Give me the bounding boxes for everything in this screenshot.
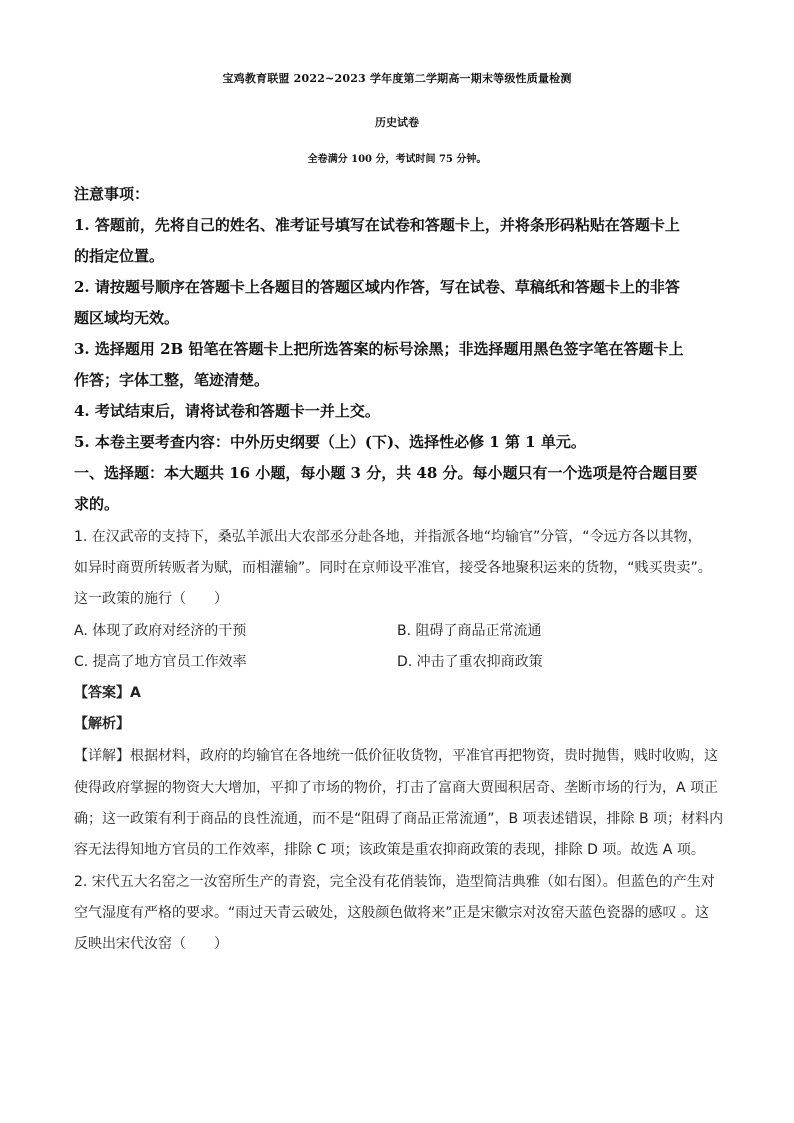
notice-line: 5. 本卷主要考查内容：中外历史纲要（上）(下)、选择性必修 1 第 1 单元。 (74, 433, 586, 451)
q1-option-b: B. 阻碍了商品正常流通 (397, 623, 542, 639)
q1-detail: 【详解】根据材料，政府的均输官在各地统一低价征收货物，平准官再把物资，贵时抛售，贱时收购，这 (74, 748, 718, 764)
q2-stem: 2. 宋代五大名窑之一汝窑所生产的青瓷，完全没有花俏装饰，造型简洁典雅（如右图）。但蓝色的产生对 (74, 874, 715, 890)
q1-option-c: C. 提高了地方官员工作效率 (74, 654, 247, 670)
q1-stem: 如异时商贾所转贩者为赋，而相灌输”。同时在京师设平准官，接受各地聚积运来的货物，“贱买贵卖”。 (74, 560, 712, 576)
notice-line: 题区域均无效。 (74, 309, 180, 327)
section-heading: 求的。 (74, 495, 120, 513)
subject-title: 历史试卷 (375, 116, 419, 129)
section-heading: 一、选择题：本大题共 16 小题，每小题 3 分，共 48 分。每小题只有一个选项是符合题目要 (74, 464, 698, 482)
notice-line: 3. 选择题用 2B 铅笔在答题卡上把所选答案的标号涂黑；非选择题用黑色签字笔在答题卡上 (74, 340, 684, 358)
q2-stem: 空气湿度有严格的要求。“雨过天青云破处，这般颜色做将来”正是宋徽宗对汝窑天蓝色瓷器的感叹 。这 (74, 905, 709, 921)
notice-line: 作答；字体工整，笔迹清楚。 (74, 371, 270, 389)
notice-line: 4. 考试结束后，请将试卷和答题卡一并上交。 (74, 402, 380, 420)
notice-line: 的指定位置。 (74, 247, 165, 265)
q1-stem: 1. 在汉武帝的支持下，桑弘羊派出大农部丞分赴各地，并指派各地“均输官”分管，“令远方各以其物， (74, 529, 702, 545)
q1-detail: 确；这一政策有利于商品的良性流通，而不是“阻碍了商品正常流通”，B 项表述错误，排除 B 项；材料内 (74, 811, 724, 827)
q1-detail: 使得政府掌握的物资大大增加，平抑了市场的物价，打击了富商大贾囤积居奇、垄断市场的行为，A 项正 (74, 780, 719, 796)
q1-stem: 这一政策的施行（ ） (74, 591, 228, 607)
notice-line: 1. 答题前，先将自己的姓名、准考证号填写在试卷和答题卡上，并将条形码粘贴在答题卡上 (74, 216, 680, 234)
exam-title: 宝鸡教育联盟 2022~2023 学年度第二学期高一期末等级性质量检测 (222, 72, 572, 85)
notice-heading: 注意事项： (74, 185, 150, 203)
q1-option-a: A. 体现了政府对经济的干预 (74, 623, 247, 639)
q1-analysis-label: 【解析】 (74, 716, 130, 732)
q1-answer: 【答案】A (74, 685, 141, 701)
q2-stem: 反映出宋代汝窑（ ） (74, 936, 228, 952)
q1-option-d: D. 冲击了重农抑商政策 (397, 654, 543, 670)
notice-line: 2. 请按题号顺序在答题卡上各题目的答题区域内作答，写在试卷、草稿纸和答题卡上的非答 (74, 278, 680, 296)
score-info: 全卷满分 100 分，考试时间 75 分钟。 (307, 154, 487, 165)
q1-detail: 容无法得知地方官员的工作效率，排除 C 项；该政策是重农抑商政策的表现，排除 D 项。故选 A 项。 (74, 842, 705, 858)
